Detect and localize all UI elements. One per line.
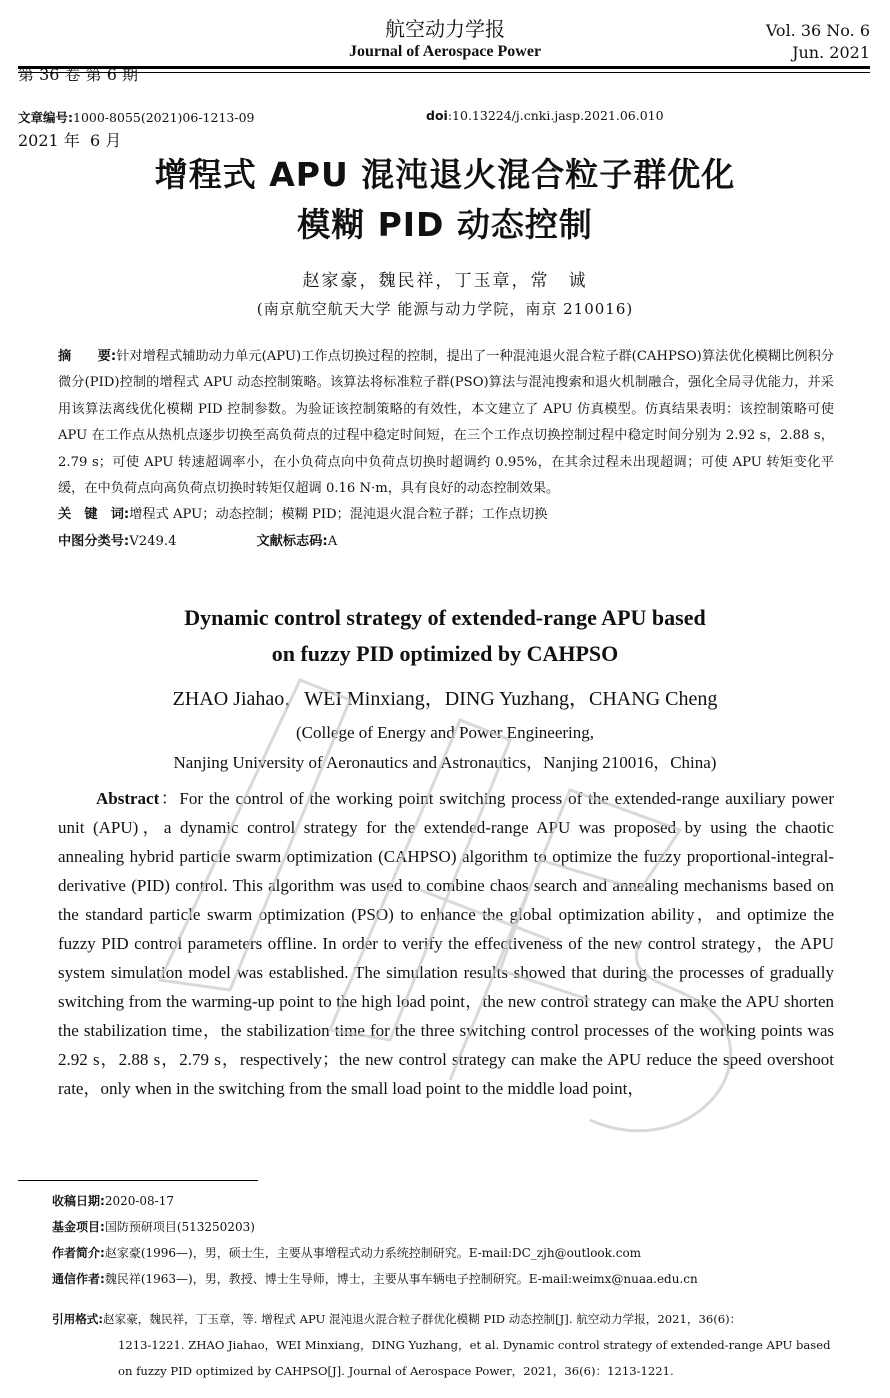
abstract-en [58,784,834,1103]
corresponding-label: 通信作者: [52,1272,105,1286]
keywords-label: 关 键 词: [58,507,130,523]
doc-code: A [327,533,338,549]
english-title-line-1: Dynamic control strategy of extended-range APU based [184,605,706,630]
header-rule-thin [18,72,870,73]
page-title [0,150,890,250]
corresponding-author [52,1270,698,1288]
title-line-2: 模糊 PID 动态控制 [297,205,593,244]
fund-label: 基金项目: [52,1220,105,1234]
affiliation-zh: (南京航空航天大学 能源与动力学院，南京 210016) [256,300,634,318]
affiliation-en-line-2: Nanjing University of Aeronautics and Astronautics，Nanjing 210016，China) [173,753,717,772]
citation-line-2: 1213-1221. ZHAO Jiahao，WEI Minxiang，DING Yuzhang，et al. Dynamic control strategy of extended-range APU based [118,1338,831,1352]
received-date [52,1192,174,1210]
abstract-en-label: Abstract [96,789,160,808]
issue-volume: 第 36 卷 第 6 期 [18,65,138,84]
received-value: 2020-08-17 [104,1194,174,1208]
doc-code-label: 文献标志码: [256,533,328,549]
fund [52,1218,255,1236]
article-number [18,108,254,126]
issue-date: 2021 年 6 月 [18,131,122,150]
english-title [0,600,890,672]
abstract-zh [58,344,834,555]
abstract-zh-label: 摘 要: [58,349,117,364]
journal-name-en: Journal of Aerospace Power [348,43,542,60]
authors-en: ZHAO Jiahao，WEI Minxiang，DING Yuzhang，CHANG Cheng [172,688,718,710]
journal-name [0,16,890,62]
affiliation-en-line-1: (College of Energy and Power Engineering, [295,723,595,742]
volume-en: Vol. 36 No. 6 [765,21,870,40]
clc-label: 中图分类号: [58,533,130,549]
article-number-label: 文章编号: [18,110,73,125]
journal-name-zh: 航空动力学报 [385,17,505,41]
citation-line-1: 赵家豪，魏民祥，丁玉章，等. 增程式 APU 混沌退火混合粒子群优化模糊 PID 动态控制[J]. 航空动力学报，2021，36(6)： [103,1312,742,1326]
corresponding-value: 魏民祥(1963—)，男，教授、博士生导师，博士，主要从事车辆电子控制研究。E-mail:weimx@nuaa.edu.cn [104,1272,698,1286]
header-rule-thick [18,66,870,69]
english-title-line-2: on fuzzy PID optimized by CAHPSO [271,641,619,666]
received-label: 收稿日期: [52,1194,105,1208]
citation [52,1306,872,1384]
abstract-en-text: ：For the control of the working point switching process of the extended-range auxiliary power unit (APU)，a dynamic control strategy for the extended-range APU was proposed by using the chaotic annealing hybrid particle swarm optimization (CAHPSO) algorithm to optimize the fuzzy proportional-integral-derivative (PID) control. This algorithm was used to combine chaos search and annealing mechanisms based on the standard particle swarm optimization (PSO) to enhance the global optimization ability，and optimize the fuzzy PID control parameters offline. In order to verify the effectiveness of the new control strategy，the APU system simulation model was established. The simulation results showed that during the processes of gradually switching from the warming-up point to the high load point，the new control strategy can make the APU shorten the stabilization time，the stabilization time for the three switching control processes of the working points was 2.92 s，2.88 s，2.79 s，respectively；the new control strategy can make the APU reduce the speed overshoot rate，only when in the switching from the small load point to the middle load point， [58,789,834,1098]
author-bio-value: 赵家豪(1996—)，男，硕士生，主要从事增程式动力系统控制研究。E-mail:DC_zjh@outlook.com [104,1246,642,1260]
date-en: Jun. 2021 [792,43,870,62]
author-bio [52,1244,641,1262]
doi-value: :10.13224/j.cnki.jasp.2021.06.010 [447,108,664,123]
keywords: 增程式 APU；动态控制；模糊 PID；混沌退火混合粒子群；工作点切换 [129,507,548,523]
citation-line-3: on fuzzy PID optimized by CAHPSO[J]. Journal of Aerospace Power，2021，36(6)：1213-1221. [118,1364,674,1378]
affiliation-en [0,718,890,778]
clc: V249.4 [129,533,177,549]
abstract-zh-text: 针对增程式辅助动力单元(APU)工作点切换过程的控制，提出了一种混沌退火混合粒子群(CAHPSO)算法优化模糊比例积分微分(PID)控制的增程式 APU 动态控制策略。该算法将标准粒子群(PSO)算法与混沌搜索和退火机制融合，强化全局寻优能力，并采用该算法离线优化模糊 PID 控制参数。为验证该控制策略的有效性，本文建立了 APU 仿真模型。仿真结果表明：该控制策略可使 APU 在工作点从热机点逐步切换至高负荷点的过程中稳定时间短，在三个工作点切换控制过程中稳定时间分别为 2.92 s，2.88 s，2.79 s；可使 APU 转速超调率小，在小负荷点向中负荷点切换时超调约 0.95%，在其余过程未出现超调；可使 APU 转矩变化平缓，在中负荷点向高负荷点切换时转矩仅超调 0.16 N·m，具有良好的动态控制效果。 [58,349,834,497]
footnote-divider [18,1180,258,1181]
citation-label: 引用格式: [52,1312,104,1326]
title-line-1: 增程式 APU 混沌退火混合粒子群优化 [154,155,736,194]
fund-value: 国防预研项目(513250203) [104,1220,255,1234]
issue-info-en [766,20,870,64]
author-bio-label: 作者简介: [52,1246,105,1260]
doi [426,108,664,123]
doi-label: doi [426,108,448,123]
article-number-value: 1000-8055(2021)06-1213-09 [73,110,255,125]
authors-zh: 赵家豪，魏民祥，丁玉章，常 诚 [302,271,588,291]
